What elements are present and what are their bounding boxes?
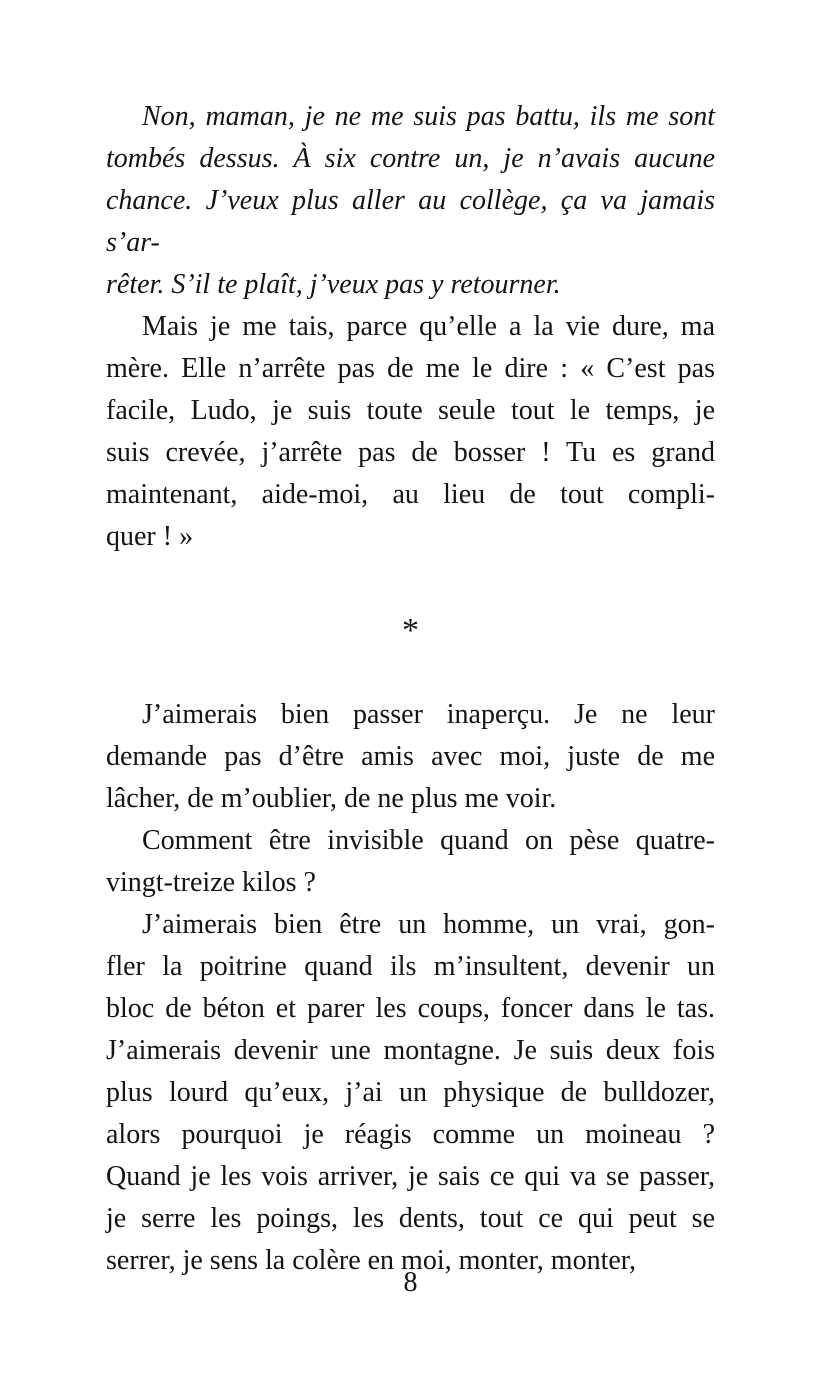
text-line: fler la poitrine quand ils m’insultent, devenir un	[106, 951, 715, 982]
text-line: mère. Elle n’arrête pas de me le dire : « C’est pas	[106, 353, 715, 384]
paragraph	[106, 694, 715, 820]
text-line: demande pas d’être amis avec moi, juste de me	[106, 741, 715, 772]
section-separator	[106, 610, 715, 652]
asterisk-glyph: *	[402, 612, 419, 649]
text-line: J’aimerais devenir une montagne. Je suis deux fois	[106, 1035, 715, 1066]
text-line: suis crevée, j’arrête pas de bosser ! Tu es grand	[106, 437, 715, 468]
text-line: quer ! »	[106, 521, 194, 552]
text-line: alors pourquoi je réagis comme un moineau ?	[106, 1119, 715, 1150]
text-line: chance. J’veux plus aller au collège, ça va jamais s’ar-	[106, 185, 715, 258]
text-line: tombés dessus. À six contre un, je n’avais aucune	[106, 143, 715, 174]
page-number: 8	[403, 1267, 418, 1298]
text-line: rêter. S’il te plaît, j’veux pas y retourner.	[106, 269, 561, 300]
paragraph	[106, 96, 715, 306]
text-line: bloc de béton et parer les coups, foncer dans le tas.	[106, 993, 715, 1024]
text-line: J’aimerais bien passer inaperçu. Je ne leur	[142, 699, 715, 730]
text-line: Non, maman, je ne me suis pas battu, ils me sont	[142, 101, 715, 132]
text-line: maintenant, aide-moi, au lieu de tout compli-	[106, 479, 715, 510]
text-line: J’aimerais bien être un homme, un vrai, gon-	[142, 909, 715, 940]
text-line: Mais je me tais, parce qu’elle a la vie dure, ma	[142, 311, 715, 342]
text-line: facile, Ludo, je suis toute seule tout le temps, je	[106, 395, 715, 426]
text-line: Comment être invisible quand on pèse quatre-	[142, 825, 715, 856]
page-text	[106, 96, 715, 1282]
paragraph	[106, 904, 715, 1282]
paragraph	[106, 306, 715, 558]
text-line: Quand je les vois arriver, je sais ce qui va se passer,	[106, 1161, 715, 1192]
text-line: je serre les poings, les dents, tout ce qui peut se	[106, 1203, 715, 1234]
paragraph	[106, 820, 715, 904]
text-line: serrer, je sens la colère en moi, monter, monter,	[106, 1245, 636, 1276]
text-line: plus lourd qu’eux, j’ai un physique de bulldozer,	[106, 1077, 715, 1108]
text-line: vingt-treize kilos ?	[106, 867, 316, 898]
text-line: lâcher, de m’oublier, de ne plus me voir.	[106, 783, 557, 814]
